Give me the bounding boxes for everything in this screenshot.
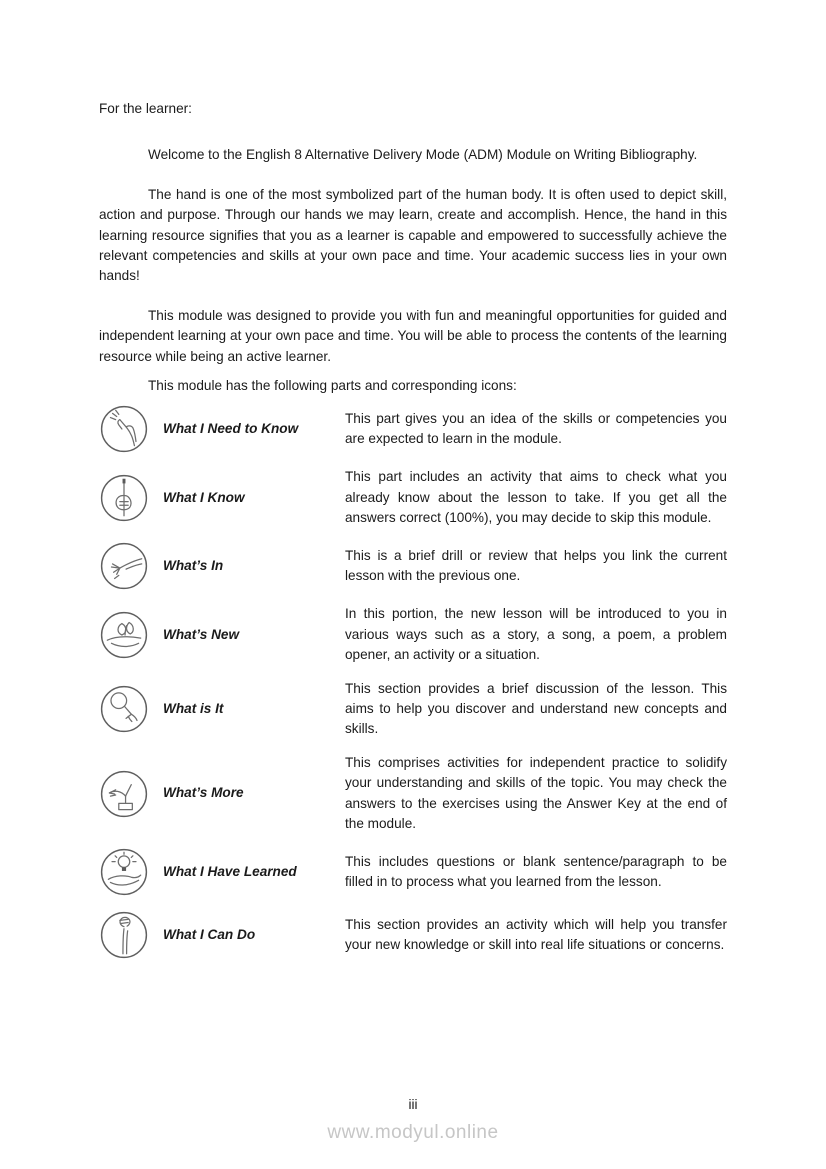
module-parts-list (99, 404, 727, 960)
paragraph-hand-symbolism: The hand is one of the most symbolized part of the human body. It is often used to depict skill, action and purpose. Through our hands we may learn, create and accomplish. Hence, the hand in this learning resource signifies that you as a learner is capable and empowered to successfully achieve the relevant competencies and skills at your own pace and time. Your academic success lies in your own hands! (99, 186, 727, 284)
part-label: What’s New (163, 626, 240, 642)
hand-with-sprout-icon (99, 610, 149, 660)
paragraph-module-design: This module was designed to provide you with fun and meaningful opportunities for guided and independent learning at your own pace and time. You will be able to process the contents of the learning resource while being an active learner. (99, 307, 727, 364)
part-description: This part gives you an idea of the skills or competencies you are expected to learn in the module. (345, 410, 727, 447)
part-description: This section provides an activity which will help you transfer your new knowledge or skill into real life situations or concerns. (345, 916, 727, 953)
part-label: What’s In (163, 558, 224, 574)
site-watermark: www.modyul.online (327, 1122, 499, 1143)
hand-writing-icon (99, 769, 149, 819)
part-description: This comprises activities for independent practice to solidify your understanding and skills of the topic. You may check the answers to the exercises using the Answer Key at the end of the module. (345, 754, 727, 831)
module-part-row (99, 847, 727, 897)
module-part-row (99, 604, 727, 665)
part-description: This is a brief drill or review that helps you link the current lesson with the previous one. (345, 548, 727, 584)
part-description: This includes questions or blank sentence/paragraph to be filled in to process what you learned from the lesson. (345, 853, 727, 890)
part-description: In this portion, the new lesson will be introduced to you in various ways such as a story, a song, a poem, a problem opener, an activity or a situation. (345, 606, 727, 663)
part-label: What I Need to Know (163, 421, 299, 437)
part-label: What I Can Do (163, 927, 256, 943)
page-title: For the learner: (99, 101, 192, 116)
module-part-row (99, 467, 727, 528)
part-description: This part includes an activity that aims to check what you already know about the lesson to take. If you get all the answers correct (100%), you may decide to skip this module. (345, 469, 727, 526)
part-label: What’s More (163, 785, 244, 801)
part-label: What I Have Learned (163, 864, 297, 880)
part-label: What is It (163, 701, 224, 717)
reaching-hand-icon (99, 541, 149, 591)
paragraph-welcome: Welcome to the English 8 Alternative Delivery Mode (ADM) Module on Writing Bibliography. (148, 147, 698, 163)
module-part-row (99, 753, 727, 835)
raised-hand-icon (99, 910, 149, 960)
hand-with-magnifier-icon (99, 684, 149, 734)
module-part-row (99, 541, 727, 591)
pointing-hand-icon (99, 404, 149, 454)
part-label: What I Know (163, 489, 245, 505)
paragraph-parts-intro: This module has the following parts and corresponding icons: (148, 377, 517, 393)
part-description: This section provides a brief discussion of the lesson. This aims to help you discover and understand new concepts and skills. (345, 680, 727, 737)
module-part-row (99, 910, 727, 960)
module-part-row (99, 679, 727, 740)
hand-with-bulb-icon (99, 847, 149, 897)
hand-gripping-pencil-icon (99, 473, 149, 523)
page-number: iii (408, 1097, 418, 1112)
module-part-row (99, 404, 727, 454)
